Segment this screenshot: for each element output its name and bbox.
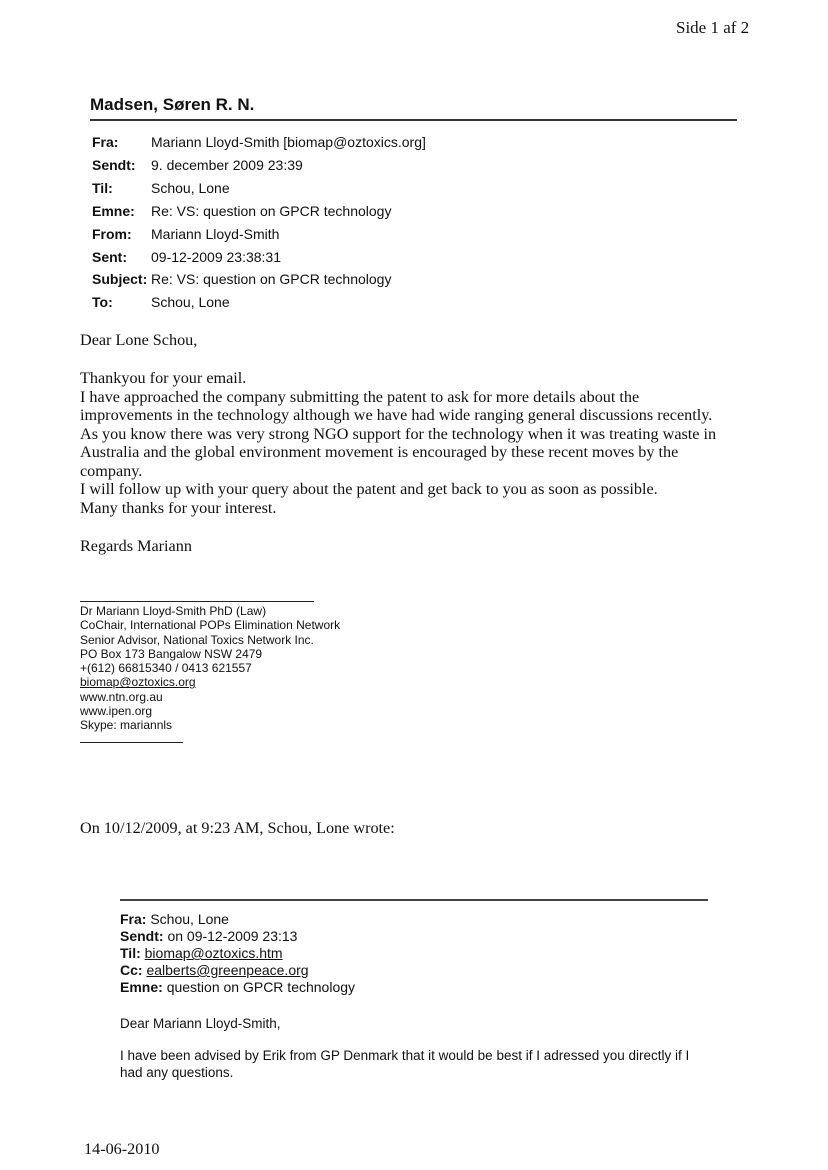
message-body bbox=[80, 369, 760, 517]
body-line: company. bbox=[80, 461, 143, 480]
quoted-greeting: Dear Mariann Lloyd-Smith, bbox=[120, 1016, 281, 1031]
header-row-sent bbox=[92, 249, 281, 265]
quoted-header-value: Schou, Lone bbox=[150, 911, 229, 927]
body-line: Thankyou for your email. bbox=[80, 369, 247, 387]
quoted-header-value: question on GPCR technology bbox=[166, 979, 356, 995]
signature-line: Dr Mariann Lloyd-Smith PhD (Law) bbox=[80, 604, 267, 618]
header-row-til bbox=[92, 180, 230, 196]
signature-website: www.ipen.org bbox=[80, 704, 153, 719]
header-value: Mariann Lloyd-Smith [biomap@oztoxics.org] bbox=[151, 134, 426, 150]
quoted-header-emne bbox=[120, 979, 355, 996]
quoted-divider bbox=[120, 899, 708, 901]
quoted-header-label: Cc: bbox=[120, 962, 143, 978]
header-row-emne bbox=[92, 203, 391, 219]
quoted-header-value: on 09-12-2009 23:13 bbox=[167, 928, 298, 944]
header-value: Schou, Lone bbox=[151, 180, 230, 196]
body-line: improvements in the technology although we have had wide ranging general discussions recently. bbox=[80, 406, 713, 424]
header-value: Re: VS: question on GPCR technology bbox=[151, 203, 392, 219]
header-row-sendt bbox=[92, 157, 303, 173]
header-value: Mariann Lloyd-Smith bbox=[151, 226, 280, 242]
quoted-header-label: Til: bbox=[120, 945, 141, 961]
quoted-header-fra bbox=[120, 911, 229, 928]
signature-line: Skype: mariannls bbox=[80, 718, 173, 733]
greeting: Dear Lone Schou, bbox=[80, 331, 198, 349]
quoted-body-line: had any questions. bbox=[120, 1065, 234, 1080]
closing: Regards Mariann bbox=[80, 537, 192, 555]
body-line: As you know there was very strong NGO support for the technology when it was treating waste in bbox=[80, 424, 717, 443]
signature-line: CoChair, International POPs Elimination Network bbox=[80, 618, 341, 633]
header-label: Sent: bbox=[92, 249, 127, 265]
header-label: From: bbox=[92, 226, 132, 242]
quote-intro: On 10/12/2009, at 9:23 AM, Schou, Lone wrote: bbox=[80, 819, 395, 837]
page-number: Side 1 af 2 bbox=[676, 18, 750, 37]
body-line: Many thanks for your interest. bbox=[80, 498, 277, 517]
footer-date: 14-06-2010 bbox=[84, 1140, 160, 1158]
header-label: Fra: bbox=[92, 134, 119, 150]
quoted-header-label: Emne: bbox=[120, 979, 163, 995]
quoted-header-til bbox=[120, 945, 283, 962]
quoted-body-line: I have been advised by Erik from GP Denmark that it would be best if I adressed you directly if I bbox=[120, 1048, 690, 1063]
signature-line: Senior Advisor, National Toxics Network Inc. bbox=[80, 632, 314, 647]
header-label: Emne: bbox=[92, 203, 135, 219]
header-value: 09-12-2009 23:38:31 bbox=[151, 249, 281, 265]
body-line: I have approached the company submitting the patent to ask for more details about the bbox=[80, 387, 640, 406]
signature-line: +(612) 66815340 / 0413 621557 bbox=[80, 661, 252, 676]
header-row-fra bbox=[92, 134, 426, 150]
signature-block bbox=[80, 604, 340, 733]
signature-divider-top bbox=[80, 601, 314, 602]
quoted-header-label: Fra: bbox=[120, 911, 147, 927]
quoted-header-label: Sendt: bbox=[120, 928, 164, 944]
sender-name: Madsen, Søren R. N. bbox=[90, 95, 255, 114]
header-label: To: bbox=[92, 294, 113, 310]
header-row-subject bbox=[92, 271, 391, 287]
quoted-cc-link[interactable]: ealberts@greenpeace.org bbox=[146, 962, 309, 978]
signature-website: www.ntn.org.au bbox=[80, 689, 163, 704]
body-line: Australia and the global environment movement is encouraged by these recent moves by the bbox=[80, 443, 679, 461]
quoted-body bbox=[120, 1047, 720, 1081]
header-divider bbox=[90, 119, 737, 121]
header-label: Til: bbox=[92, 180, 113, 196]
header-value: Re: VS: question on GPCR technology bbox=[151, 271, 392, 287]
header-row-to bbox=[92, 294, 230, 310]
signature-email-link[interactable]: biomap@oztoxics.org bbox=[80, 675, 196, 690]
quoted-header-cc bbox=[120, 962, 309, 979]
header-row-from bbox=[92, 226, 279, 242]
header-value: Schou, Lone bbox=[151, 294, 230, 310]
quoted-to-link[interactable]: biomap@oztoxics.htm bbox=[144, 945, 283, 961]
header-value: 9. december 2009 23:39 bbox=[151, 157, 303, 173]
signature-line: PO Box 173 Bangalow NSW 2479 bbox=[80, 646, 263, 661]
body-line: I will follow up with your query about the patent and get back to you as soon as possible. bbox=[80, 480, 658, 498]
header-label: Subject: bbox=[92, 271, 148, 287]
header-label: Sendt: bbox=[92, 157, 136, 173]
signature-divider-bottom bbox=[80, 742, 183, 743]
quoted-header-sendt bbox=[120, 928, 297, 945]
